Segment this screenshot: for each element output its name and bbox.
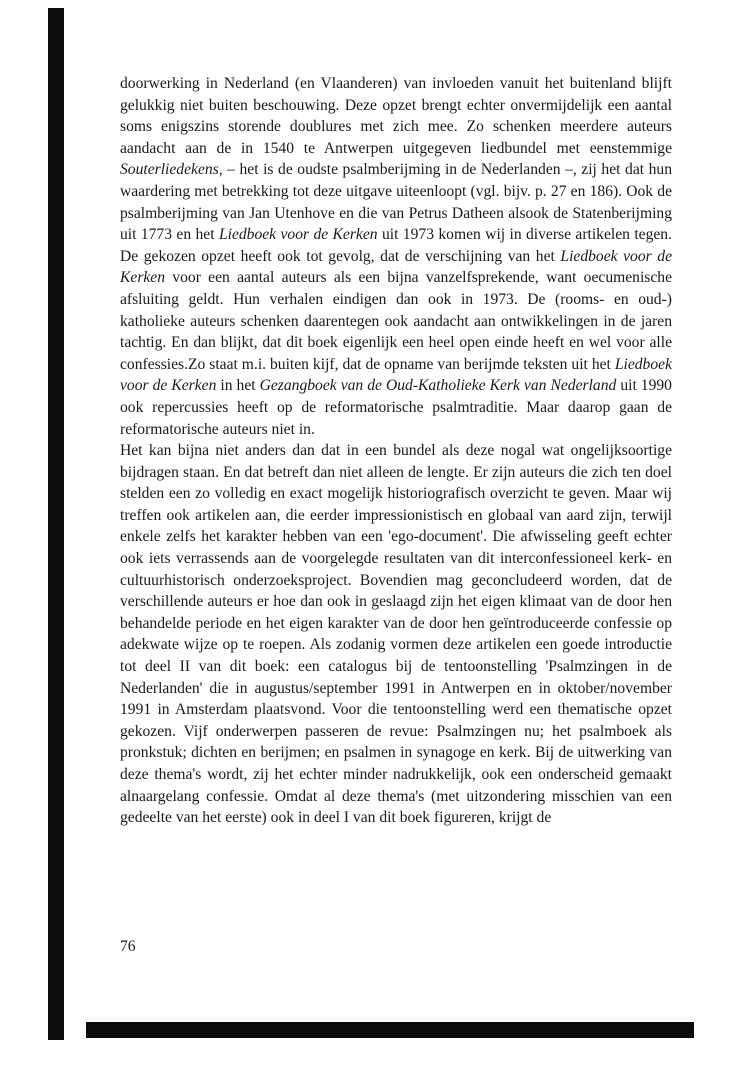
italic-title-liedboek: Liedboek voor de Kerken — [218, 226, 378, 244]
italic-title-gezangboek: Gezangboek van de Oud-Katholieke Kerk van Nederland — [259, 377, 617, 395]
text-run: doorwerking in Nederland (en Vlaanderen) van invloeden vanuit het buitenland blijft gelukkig niet buiten beschouwing. Deze opzet brengt echter onvermijdelijk een aantal soms enigszins storende doublures met zich mee. Zo schenken meerdere auteurs aandacht aan de in 1540 te Antwerpen uitgegeven liedbundel met eenstemmige — [120, 75, 672, 157]
page-number: 76 — [120, 938, 136, 955]
italic-title-souterliedekens: Souterliedekens, — [120, 161, 223, 179]
body-text — [120, 73, 672, 829]
italic-title-liedboek: Liedboek voor de Kerken — [120, 247, 672, 287]
italic-title-liedboek: Liedboek voor de Kerken — [120, 355, 672, 395]
paragraph-1 — [120, 73, 672, 440]
text-run: – het is de oudste psalmberijming in de Nederlanden –, zij het dat hun waardering met betrekking tot deze uitgave uiteenloopt (vgl. bijv. p. 27 en 186). Ook de psalmberijming van Jan Utenhove en die van Petrus Datheen alsook de Statenberijming uit 1773 en het — [120, 161, 672, 244]
text-run: uit 1973 komen wij in diverse artikelen tegen. De gekozen opzet heeft ook tot gevolg, dat de verschijning van het — [120, 226, 672, 265]
scan-border-bottom — [86, 1022, 694, 1038]
text-run: Het kan bijna niet anders dan dat in een bundel als deze nogal wat ongelijksoortige bijdragen staan. En dat betreft dan niet alleen de lengte. Er zijn auteurs die zich ten doel stelden een zo volledig en exact mogelijk historiografisch overzicht te geven. Maar wij treffen ook artikelen aan, die eerder impressionistisch en globaal van aard zijn, terwijl enkele zelfs het karakter hebben van een 'ego-document'. Die afwisseling geeft echter ook iets verrassends aan de voorgelegde resultaten van dit interconfessioneel kerk- en cultuurhistorisch onderzoeksproject. Bovendien mag geconcludeerd worden, dat de verschillende auteurs er hoe dan ook in geslaagd zijn het eigen klimaat van de door hen behandelde periode en het eigen karakter van de door hen geïntroduceerde confessie op adekwate wijze op te roepen. Als zodanig vormen deze artikelen een goede introductie tot deel II van dit boek: een catalogus bij de tentoonstelling 'Psalmzingen in de Nederlanden' die in augustus/september 1991 in Antwerpen en in oktober/november 1991 in Amsterdam plaatsvond. Voor die tentoonstelling werd een thematische opzet gekozen. Vijf onderwerpen passeren de revue: Psalmzingen nu; het psalmboek als pronkstuk; dichten en berijmen; en psalmen in synagoge en kerk. Bij de uitwerking van deze thema's wordt, zij het echter minder nadrukkelijk, ook een onderscheid gemaakt alnaargelang confessie. Omdat al deze thema's (met uitzondering misschien van een gedeelte van het eerste) ook in deel I van dit boek figureren, krijgt de — [120, 442, 672, 827]
text-run: in het — [216, 377, 260, 395]
text-run: voor een aantal auteurs als een bijna vanzelfsprekende, want oecumenische afsluiting geldt. Hun verhalen eindigen dan ook in 1973. De (rooms- en oud-) katholieke auteurs schenken daarentegen ook aandacht aan ontwikkelingen in de jaren tachtig. En dan blijkt, dat dit boek eigenlijk een heel open einde heeft en wel voor alle confessies.Zo staat m.i. buiten kijf, dat de opname van berijmde teksten uit het — [120, 269, 672, 373]
paragraph-2 — [120, 440, 672, 829]
text-run: uit 1990 ook repercussies heeft op de reformatorische psalmtraditie. Maar daarop gaan de reformatorische auteurs niet in. — [120, 377, 672, 438]
scan-border-left — [48, 8, 64, 1040]
